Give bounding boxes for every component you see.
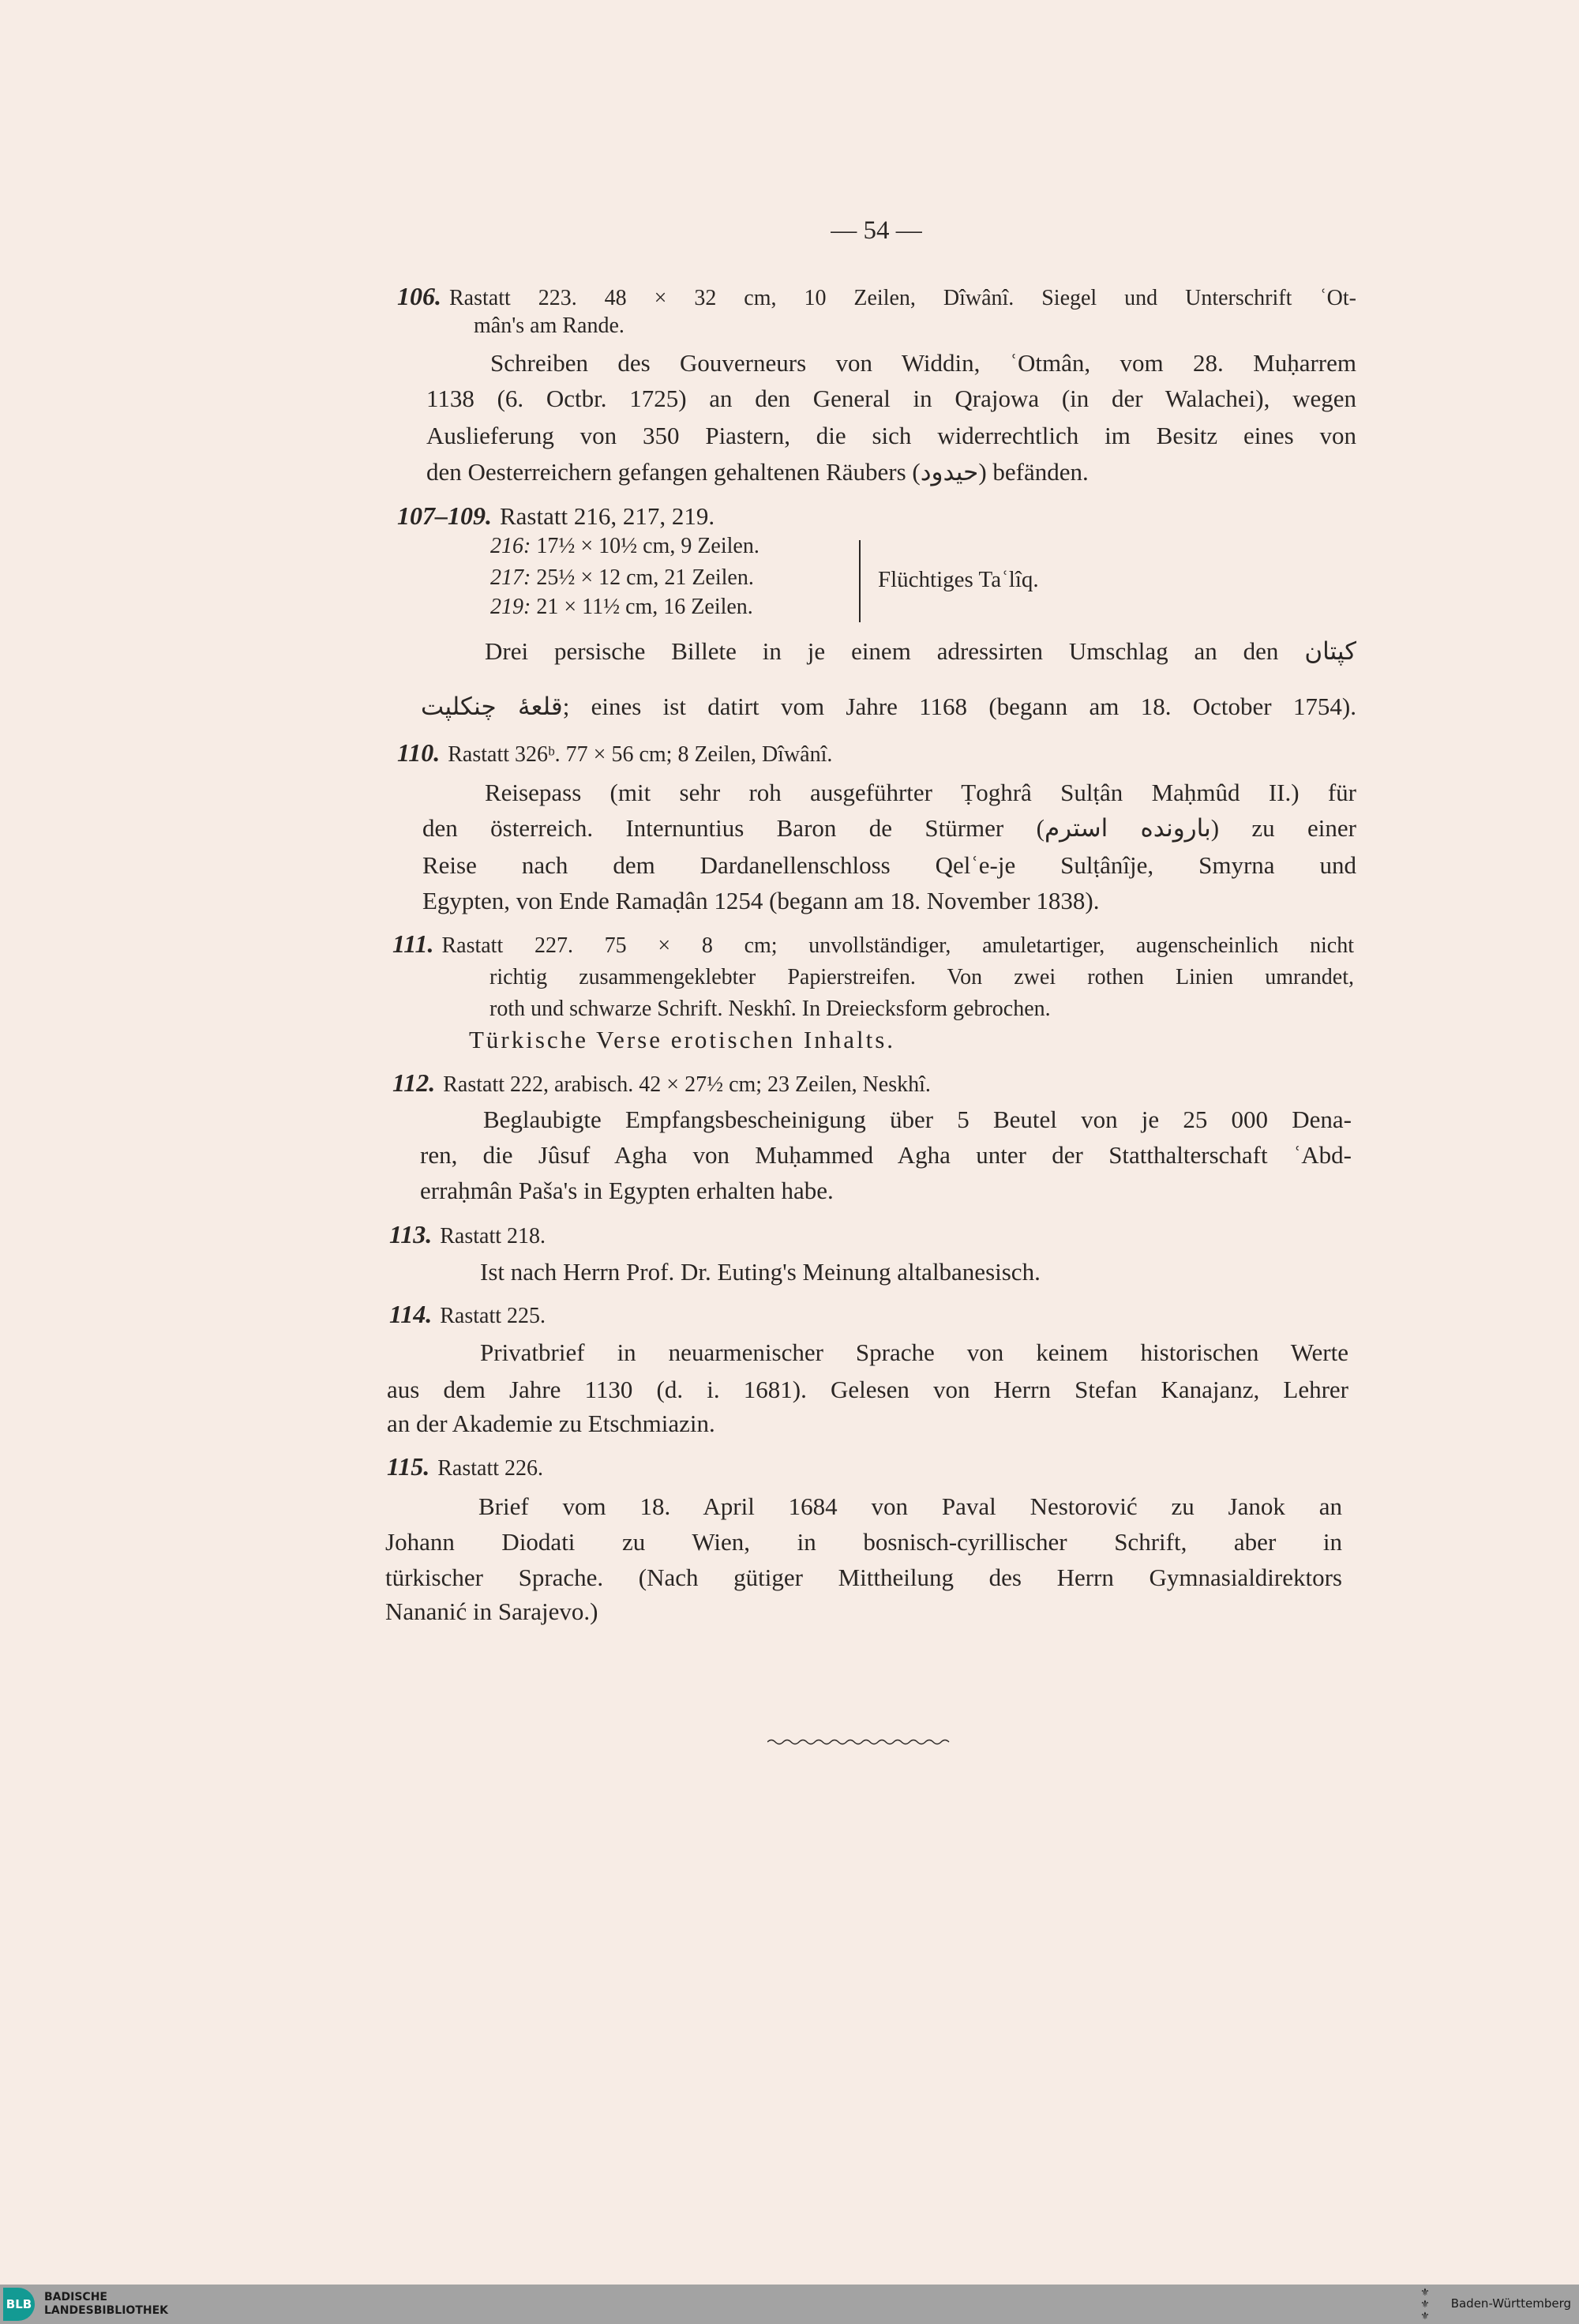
entry-106-line: Schreiben des Gouverneurs von Widdin, ʿOtmân, vom 28. Muḥarrem [490,349,1356,377]
entry-114-line: aus dem Jahre 1130 (d. i. 1681). Gelesen von Herrn Stefan Kanajanz, Lehrer [387,1376,1348,1403]
entry-106-header-cont: mân's am Rande. [474,313,624,338]
entry-111-header [392,926,1354,961]
entry-header-text: Rastatt 218. [440,1224,546,1248]
footer-bar [0,2285,1579,2324]
entry-110-line: Reise nach dem Dardanellenschloss Qelʿe-je Sulṭânîje, Smyrna und [422,851,1356,879]
end-ornament [767,1737,951,1747]
entry-106-line: Auslieferung von 350 Piastern, die sich widerrechtlich im Besitz eines von [426,422,1356,449]
entry-number: 110. [397,738,441,767]
entry-107-line: قلعۀ چنكلپت; eines ist datirt vom Jahre 1168 (begann am 18. October 1754). [421,693,1357,720]
entry-number: 114. [389,1300,433,1328]
item-id: 216: [490,534,531,558]
entry-110-line: den österreich. Internuntius Baron de Stürmer (بارونده استرم) zu einer [422,814,1356,842]
entry-115-line: Johann Diodati zu Wien, in bosnisch-cyrillischer Schrift, aber in [385,1528,1342,1556]
entry-111-line: Türkische Verse erotischen Inhalts. [469,1026,896,1053]
entry-114-line: an der Akademie zu Etschmiazin. [387,1410,715,1437]
entry-112-line: Beglaubigte Empfangsbescheinigung über 5 Beutel von je 25 000 Dena- [483,1106,1352,1133]
brace-label: Flüchtiges Taʿlîq. [878,567,1039,592]
page-number: — 54 — [831,216,922,245]
entry-115-line: Nananić in Sarajevo.) [385,1598,598,1625]
library-name [44,2291,168,2318]
entry-number: 115. [387,1452,430,1481]
entry-106-line: 1138 (6. Octbr. 1725) an den General in Qrajowa (in der Walachei), wegen [426,385,1356,412]
item-id: 219: [490,595,531,619]
entry-114-header [389,1297,546,1331]
entry-number: 107–109. [397,501,492,530]
entry-115-line: türkischer Sprache. (Nach gütiger Mittheilung des Herrn Gymnasialdirektors [385,1564,1342,1591]
entry-111-header-cont: richtig zusammengeklebter Papierstreifen. Von zwei rothen Linien umrandet, [489,965,1354,989]
library-name-line1: BADISCHE [44,2291,107,2303]
entry-header-text: Rastatt 222, arabisch. 42 × 27½ cm; 23 Zeilen, Neskhî. [443,1072,931,1097]
baden-wuerttemberg-label[interactable]: Baden-Württemberg [1450,2296,1571,2311]
entry-number: 111. [392,929,434,958]
entry-106-line: den Oesterreichern gefangen gehaltenen Räubers (حيدود) befänden. [426,458,1089,486]
entry-110-line: Reisepass (mit sehr roh ausgeführter Ṭoghrâ Sulṭân Maḥmûd II.) für [485,779,1356,806]
entry-111-header-cont: roth und schwarze Schrift. Neskhî. In Dreiecksform gebrochen. [489,997,1051,1021]
item-219 [490,590,753,625]
item-text: 17½ × 10½ cm, 9 Zeilen. [536,534,759,558]
entry-114-line: Privatbrief in neuarmenischer Sprache von keinem historischen Werte [480,1338,1348,1366]
entry-113-line: Ist nach Herrn Prof. Dr. Euting's Meinung altalbanesisch. [480,1258,1041,1286]
entry-107-header [397,498,714,533]
entry-number: 112. [392,1068,436,1097]
entry-number: 106. [397,282,441,310]
entry-110-header [397,735,832,770]
entry-header-text: Rastatt 225. [440,1304,546,1328]
entry-header-text: Rastatt 227. 75 × 8 cm; unvollständiger, amuletartiger, augenscheinlich nicht [441,933,1354,958]
entry-header-text: Rastatt 226. [437,1456,543,1481]
entry-110-line: Egypten, von Ende Ramaḍân 1254 (begann am 18. November 1838). [422,887,1100,914]
entry-header-text: Rastatt 216, 217, 219. [500,502,715,530]
entry-112-line: ren, die Jûsuf Agha von Muḥammed Agha unter der Statthalterschaft ʿAbd- [420,1141,1352,1169]
coat-of-arms-icon: ⚜ ⚜ ⚜ [1420,2286,1430,2322]
brace [859,540,872,622]
entry-115-header [387,1449,543,1484]
item-id: 217: [490,565,531,590]
entry-113-header [389,1217,546,1252]
entry-107-line: Drei persische Billete in je einem adressirten Umschlag an den كپتان [485,637,1356,665]
item-text: 25½ × 12 cm, 21 Zeilen. [536,565,754,590]
item-text: 21 × 11½ cm, 16 Zeilen. [536,595,753,619]
entry-number: 113. [389,1220,433,1248]
entry-115-line: Brief vom 18. April 1684 von Paval Nestorović zu Janok an [478,1492,1342,1520]
library-name-line2: LANDESBIBLIOTHEK [44,2304,169,2317]
blb-logo[interactable]: BLB [3,2288,35,2321]
entry-112-line: erraḥmân Paša's in Egypten erhalten habe. [420,1177,834,1204]
entry-header-text: Rastatt 223. 48 × 32 cm, 10 Zeilen, Dîwânî. Siegel und Unterschrift ʿOt- [449,286,1356,310]
item-216 [490,529,759,564]
entry-header-text: Rastatt 326ᵇ. 77 × 56 cm; 8 Zeilen, Dîwânî. [448,742,833,767]
entry-112-header [392,1065,931,1100]
